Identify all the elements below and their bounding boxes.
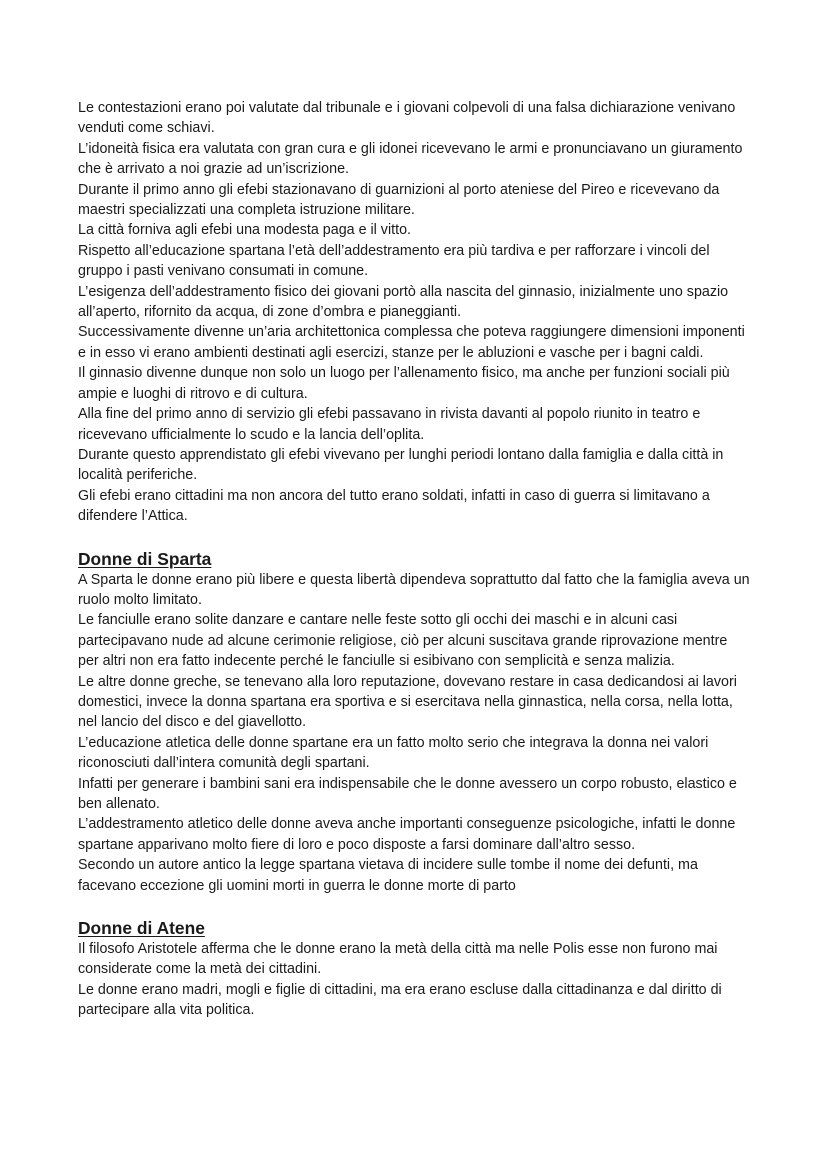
paragraph: La città forniva agli efebi una modesta paga e il vitto. <box>78 222 412 239</box>
paragraph: Le donne erano madri, mogli e figlie di cittadini, ma era erano escluse dalla cittadinanza e dal diritto di partecipare alla vita politica. <box>78 981 722 1019</box>
paragraph: Le fanciulle erano solite danzare e cantare nelle feste sotto gli occhi dei maschi e in alcuni casi partecipavano nude ad alcune cerimonie religiose, ciò per alcuni suscitava grande riprovazione mentre per altri non era fatto indecente perché le fanciulle si esibivano con semplicità e senza malizia. <box>78 612 728 670</box>
intro-section <box>78 98 750 527</box>
paragraph: L’idoneità fisica era valutata con gran cura e gli idonei ricevevano le armi e pronunciavano un giuramento che è arrivato a noi grazie ad un’iscrizione. <box>78 140 743 178</box>
paragraph: Le altre donne greche, se tenevano alla loro reputazione, dovevano restare in casa dedicandosi ai lavori domestici, invece la donna spartana era sportiva e si esercitava nella ginnastica, nella corsa, nella lotta, nel lancio del disco e del giavellotto. <box>78 673 737 731</box>
paragraph: Le contestazioni erano poi valutate dal tribunale e i giovani colpevoli di una falsa dichiarazione venivano venduti come schiavi. <box>78 100 736 137</box>
paragraph: Secondo un autore antico la legge spartana vietava di incidere sulle tombe il nome dei defunti, ma facevano eccezione gli uomini morti in guerra le donne morte di parto <box>78 857 698 894</box>
paragraph: L’addestramento atletico delle donne aveva anche importanti conseguenze psicologiche, infatti le donne spartane apparivano molto fiere di loro e poco disposte a farsi dominare dall’altro sesso. <box>78 816 736 853</box>
paragraph: Durante questo apprendistato gli efebi vivevano per lunghi periodi lontano dalla famiglia e dalla città in località periferiche. <box>78 446 724 484</box>
atene-section <box>78 917 750 1021</box>
section-heading-atene: Donne di Atene <box>78 918 205 939</box>
paragraph: Durante il primo anno gli efebi stazionavano di guarnizioni al porto ateniese del Pireo e ricevevano da maestri specializzati una completa istruzione militare. <box>78 181 720 219</box>
paragraph: Gli efebi erano cittadini ma non ancora del tutto erano soldati, infatti in caso di guerra si limitavano a difendere l’Attica. <box>78 487 710 525</box>
sparta-section <box>78 548 750 897</box>
paragraph: L’educazione atletica delle donne spartane era un fatto molto serio che integrava la donna nei valori riconosciuti dall’intera comunità degli spartani. <box>78 734 709 772</box>
paragraph: Il ginnasio divenne dunque non solo un luogo per l’allenamento fisico, ma anche per funzioni sociali più ampie e luoghi di ritrovo e di cultura. <box>78 365 730 402</box>
section-heading-sparta: Donne di Sparta <box>78 548 212 569</box>
paragraph: L’esigenza dell’addestramento fisico dei giovani portò alla nascita del ginnasio, inizialmente uno spazio all’aperto, rifornito da acqua, di zone d’ombra e pianeggianti. <box>78 283 729 321</box>
paragraph: Rispetto all’educazione spartana l’età dell’addestramento era più tardiva e per rafforzare i vincoli del gruppo i pasti venivano consumati in comune. <box>78 242 710 280</box>
paragraph: Il filosofo Aristotele afferma che le donne erano la metà della città ma nelle Polis esse non furono mai considerate come la metà dei cittadini. <box>78 941 718 978</box>
paragraph: Alla fine del primo anno di servizio gli efebi passavano in rivista davanti al popolo riunito in teatro e ricevevano ufficialmente lo scudo e la lancia dell’oplita. <box>78 406 701 443</box>
paragraph: A Sparta le donne erano più libere e questa libertà dipendeva soprattutto dal fatto che la famiglia aveva un ruolo molto limitato. <box>78 571 750 608</box>
document-page <box>78 98 750 1021</box>
paragraph: Successivamente divenne un’aria architettonica complessa che poteva raggiungere dimensioni imponenti e in esso vi erano ambienti destinati agli esercizi, stanze per le abluzioni e vasche per i bagni caldi. <box>78 324 745 361</box>
paragraph: Infatti per generare i bambini sani era indispensabile che le donne avessero un corpo robusto, elastico e ben allenato. <box>78 775 737 812</box>
